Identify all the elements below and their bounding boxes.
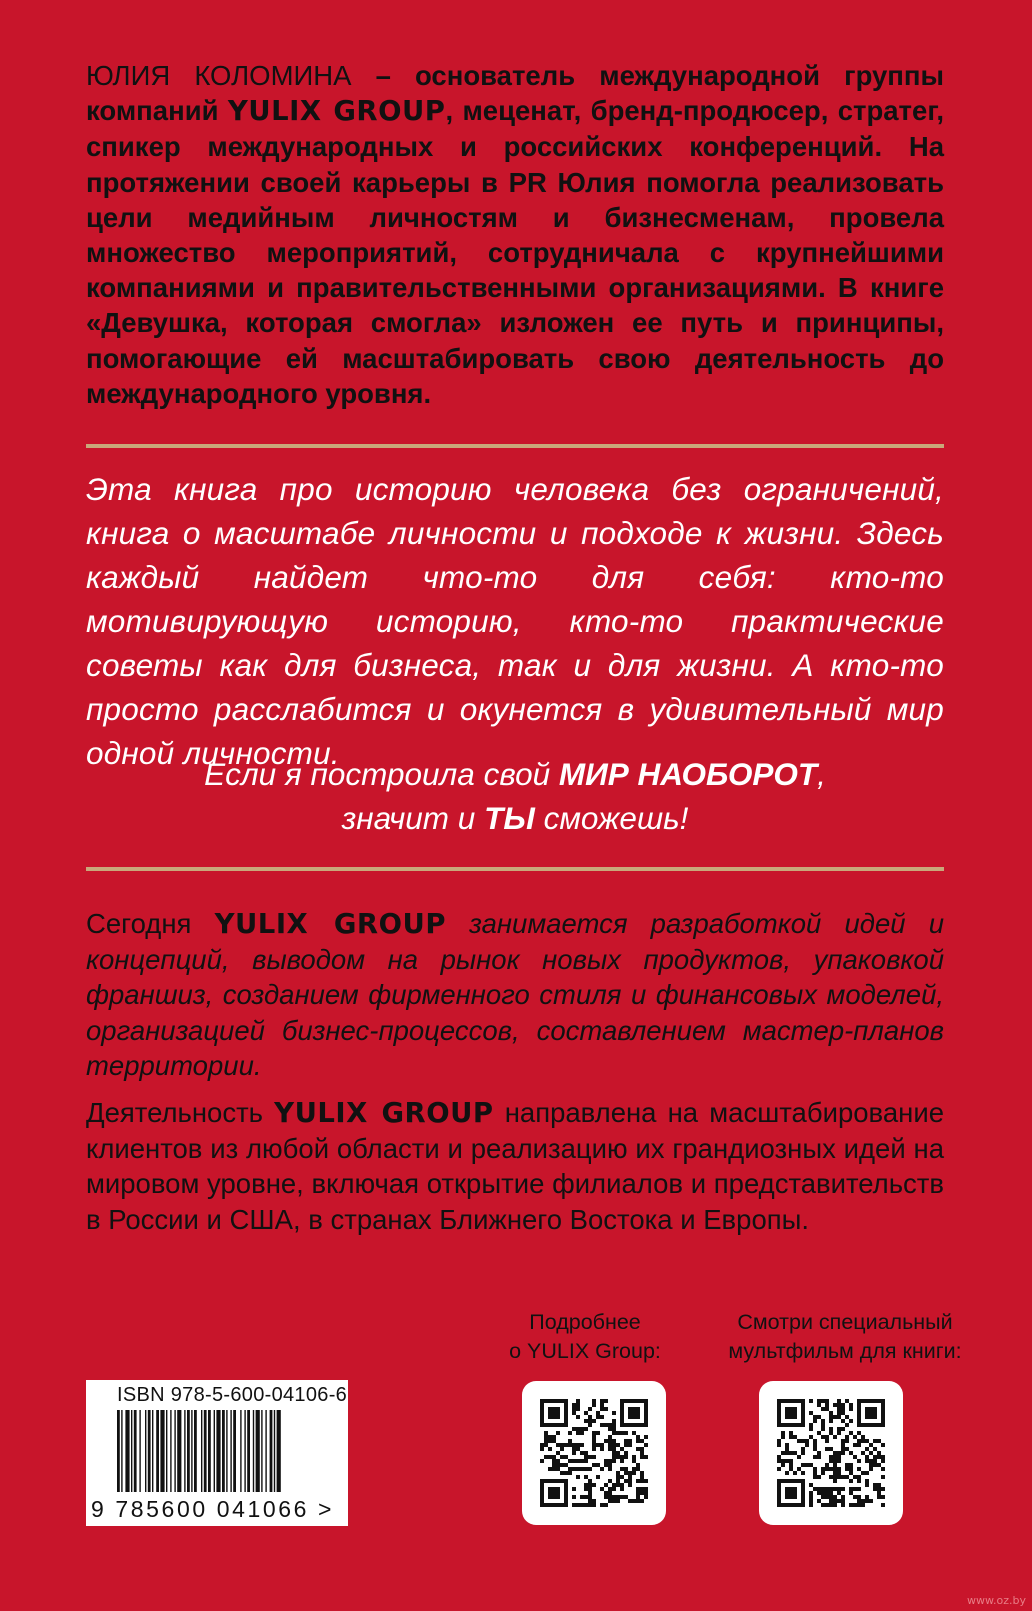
brand-name: YULIX GROUP bbox=[214, 908, 446, 940]
slogan-text-4: сможешь! bbox=[534, 800, 689, 836]
qr-code-icon bbox=[540, 1399, 648, 1507]
slogan-highlight-2: ТЫ bbox=[484, 800, 535, 836]
qr-company-label-line2: о YULIX Group: bbox=[509, 1339, 661, 1363]
qr-cartoon-label-line2: мультфильм для книги: bbox=[728, 1339, 962, 1363]
isbn-label: ISBN 978-5-600-04106-6 bbox=[117, 1384, 348, 1406]
qr-code-cartoon[interactable] bbox=[759, 1381, 903, 1525]
brand-name: YULIX GROUP bbox=[274, 1097, 494, 1129]
qr-cartoon-label bbox=[705, 1308, 985, 1366]
book-quote: Эта книга про историю человека без ограничений, книга о масштабе личности и подходе к жизни. Здесь каждый найдет что-то для себя: кто-то мотивирующую историю, кто-то практические советы как для бизнеса, так и для жизни. А кто-то просто расслабится и окунется в удивительный мир одной личности. bbox=[86, 471, 944, 771]
activity-text: направлена на масштабирование клиентов из любой области и реализацию их грандиозных идей на мировом уровне, включая открытие филиалов и представительств в России и США, в странах Ближнего Востока и Европы. bbox=[86, 1097, 944, 1235]
slogan bbox=[86, 752, 944, 840]
barcode-digits: 9 785600 041066 > bbox=[91, 1496, 335, 1522]
company-today bbox=[86, 906, 944, 1083]
author-name: ЮЛИЯ КОЛОМИНА bbox=[86, 60, 352, 91]
bio-text-2: , меценат, бренд-продюсер, стратег, спикер международных и российских конференций. На протяжении своей карьеры в PR Юлия помогла реализовать цели медийным личностям и бизнесменам, провела множество мероприятий, сотрудничала с крупнейшими компаниями и правительственными организациями. В книге «Девушка, которая смогла» изложен ее путь и принципы, помогающие ей масштабировать свою деятельность до международного уровня. bbox=[86, 95, 944, 409]
activity-lead: Деятельность bbox=[86, 1097, 275, 1128]
today-text: занимается разработкой идей и концепций, выводом на рынок новых продуктов, упаковкой франшиз, созданием фирменного стиля и финансовых моделей, организацией бизнес-процессов, составлением мастер-планов территории. bbox=[86, 908, 944, 1081]
isbn-barcode bbox=[86, 1380, 348, 1526]
slogan-text-2: , bbox=[817, 756, 826, 792]
divider-top bbox=[86, 444, 944, 448]
divider-bottom bbox=[86, 867, 944, 871]
qr-company-label bbox=[500, 1308, 670, 1366]
qr-cartoon-label-line1: Смотри специальный bbox=[737, 1310, 953, 1334]
qr-code-company[interactable] bbox=[522, 1381, 666, 1525]
barcode-bars bbox=[117, 1410, 327, 1500]
slogan-text-1: Если я построила свой bbox=[204, 756, 559, 792]
qr-company-label-line1: Подробнее bbox=[529, 1310, 641, 1334]
today-lead: Сегодня bbox=[86, 908, 215, 939]
slogan-text-3: значит и bbox=[341, 800, 485, 836]
author-bio bbox=[86, 58, 944, 411]
brand-name: YULIX GROUP bbox=[227, 95, 446, 128]
qr-code-icon bbox=[777, 1399, 885, 1507]
bio-text-1: – основатель международной группы компаний bbox=[86, 60, 945, 127]
slogan-highlight-1: МИР НАОБОРОТ bbox=[558, 756, 818, 792]
watermark: www.oz.by bbox=[967, 1594, 1026, 1607]
company-activity bbox=[86, 1095, 944, 1237]
